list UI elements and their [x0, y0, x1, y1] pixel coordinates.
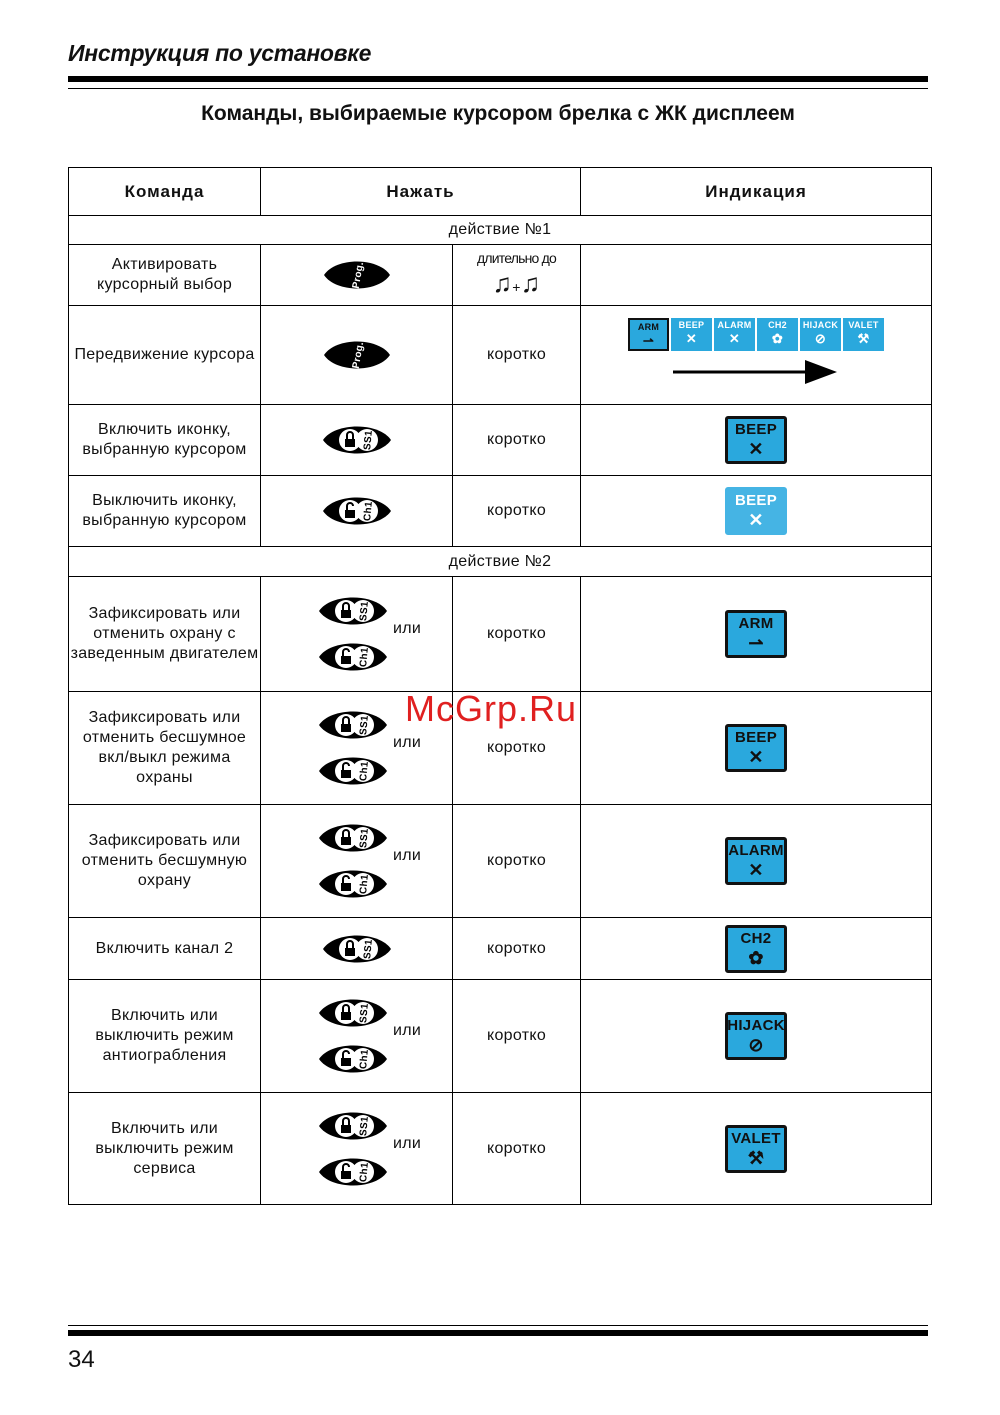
remote-lock-ss1-button-icon — [317, 818, 389, 858]
lcd-beep-icon: BEEP ✕ — [725, 416, 787, 464]
header-rule — [68, 76, 928, 82]
page-title: Команды, выбираемые курсором брелка с ЖК дисплеем — [201, 102, 795, 125]
remote-unlock-ch1-button-icon — [321, 491, 393, 531]
watermark: McGrp.Ru — [405, 688, 578, 729]
command-cell: Активировать курсорный выбор — [69, 245, 261, 306]
table-row — [69, 405, 932, 476]
command-cell: Включить канал 2 — [69, 918, 261, 980]
lcd-beep-icon: BEEP ✕ — [725, 724, 787, 772]
or-label: или — [393, 620, 422, 637]
column-header-command: Команда — [69, 168, 261, 216]
press-cell: коротко — [453, 1093, 581, 1205]
press-cell: коротко — [453, 692, 581, 805]
section-row — [69, 216, 932, 245]
header-title: Инструкция по установке — [68, 40, 372, 66]
remote-unlock-ch1-button-icon — [317, 864, 389, 904]
remote-lock-ss1-button-icon — [317, 705, 389, 745]
lcd-beep-icon: BEEP ✕ — [671, 318, 712, 351]
press-cell: коротко — [453, 476, 581, 547]
footer-rule-thin — [68, 1325, 928, 1326]
table-header-row — [69, 168, 932, 216]
button-cell — [261, 980, 453, 1093]
lcd-ch2-icon: CH2 ✿ — [725, 925, 787, 973]
section-label: действие №1 — [69, 216, 932, 245]
or-label: или — [393, 847, 422, 864]
column-header-indication: Индикация — [581, 168, 932, 216]
remote-lock-ss1-button-icon — [321, 420, 393, 460]
commands-table — [68, 167, 932, 1205]
command-cell: Зафиксировать или отменить охрану с заведенным двигателем — [69, 577, 261, 692]
lcd-beep-off-icon: BEEP ✕ — [725, 487, 787, 535]
table-row — [69, 1093, 932, 1205]
indication-cell — [581, 692, 932, 805]
remote-lock-ss1-button-icon — [317, 1106, 389, 1146]
column-header-press: Нажать — [261, 168, 581, 216]
icon-strip — [581, 318, 931, 351]
remote-lock-ss1-button-icon — [317, 591, 389, 631]
page-number: 34 — [68, 1346, 95, 1373]
press-cell — [453, 245, 581, 306]
button-cell — [261, 306, 453, 405]
press-cell: коротко — [453, 918, 581, 980]
table-row — [69, 980, 932, 1093]
lcd-alarm-icon: ALARM ✕ — [725, 837, 787, 885]
or-label: или — [393, 1022, 422, 1039]
button-cell — [261, 245, 453, 306]
button-cell — [261, 805, 453, 918]
indication-cell — [581, 980, 932, 1093]
press-cell: коротко — [453, 577, 581, 692]
lcd-arm-icon: ARM ⇀ — [628, 318, 669, 351]
music-note-icon: ♫ — [520, 268, 541, 298]
lcd-arm-icon: ARM ⇀ — [725, 610, 787, 658]
press-label: длительно до — [477, 250, 556, 266]
press-cell: коротко — [453, 980, 581, 1093]
command-cell: Зафиксировать или отменить бесшумное вкл/выкл режима охраны — [69, 692, 261, 805]
lcd-valet-icon: VALET ⚒ — [725, 1125, 787, 1173]
command-cell: Выключить иконку, выбранную курсором — [69, 476, 261, 547]
table-row — [69, 918, 932, 980]
header-rule-thin — [68, 88, 928, 89]
plus-sign: + — [512, 279, 521, 295]
lcd-ch2-icon: CH2 ✿ — [757, 318, 798, 351]
lcd-alarm-icon: ALARM ✕ — [714, 318, 755, 351]
button-cell — [261, 918, 453, 980]
table-row — [69, 476, 932, 547]
section-row — [69, 547, 932, 577]
lcd-valet-icon: VALET ⚒ — [843, 318, 884, 351]
remote-lock-ss1-button-icon — [321, 929, 393, 969]
indication-cell — [581, 306, 932, 405]
indication-cell — [581, 577, 932, 692]
table-row — [69, 805, 932, 918]
indication-cell — [581, 1093, 932, 1205]
lcd-hijack-icon: HIJACK ⊘ — [800, 318, 841, 351]
remote-unlock-ch1-button-icon — [317, 1152, 389, 1192]
lcd-hijack-icon: HIJACK ⊘ — [725, 1012, 787, 1060]
or-label: или — [393, 1134, 422, 1152]
indication-cell — [581, 405, 932, 476]
indication-cell — [581, 805, 932, 918]
indication-cell — [581, 918, 932, 980]
press-cell: коротко — [453, 306, 581, 405]
button-cell — [261, 577, 453, 692]
command-cell: Включить иконку, выбранную курсором — [69, 405, 261, 476]
command-cell: Зафиксировать или отменить бесшумную охрану — [69, 805, 261, 918]
press-cell: коротко — [453, 805, 581, 918]
table-row — [69, 245, 932, 306]
button-cell — [261, 476, 453, 547]
command-cell: Включить или выключить режим антиограбления — [69, 980, 261, 1093]
press-cell: коротко — [453, 405, 581, 476]
table-row — [69, 577, 932, 692]
remote-prog-button-icon — [322, 255, 392, 295]
remote-unlock-ch1-button-icon — [317, 751, 389, 791]
table-row — [69, 306, 932, 405]
or-label: или — [393, 734, 422, 751]
button-cell — [261, 405, 453, 476]
music-note-icon: ♫ — [492, 268, 513, 298]
footer-rule — [68, 1330, 928, 1336]
indication-cell — [581, 476, 932, 547]
indication-cell — [581, 245, 932, 306]
remote-prog-button-icon — [322, 335, 392, 375]
section-label: действие №2 — [69, 547, 932, 577]
remote-unlock-ch1-button-icon — [317, 1039, 389, 1079]
command-cell: Передвижение курсора — [69, 306, 261, 405]
button-cell — [261, 1093, 453, 1205]
arrow-right-icon — [671, 357, 841, 387]
remote-unlock-ch1-button-icon — [317, 637, 389, 677]
command-cell: Включить или выключить режим сервиса — [69, 1093, 261, 1205]
beep-notes — [453, 268, 580, 302]
remote-lock-ss1-button-icon — [317, 993, 389, 1033]
